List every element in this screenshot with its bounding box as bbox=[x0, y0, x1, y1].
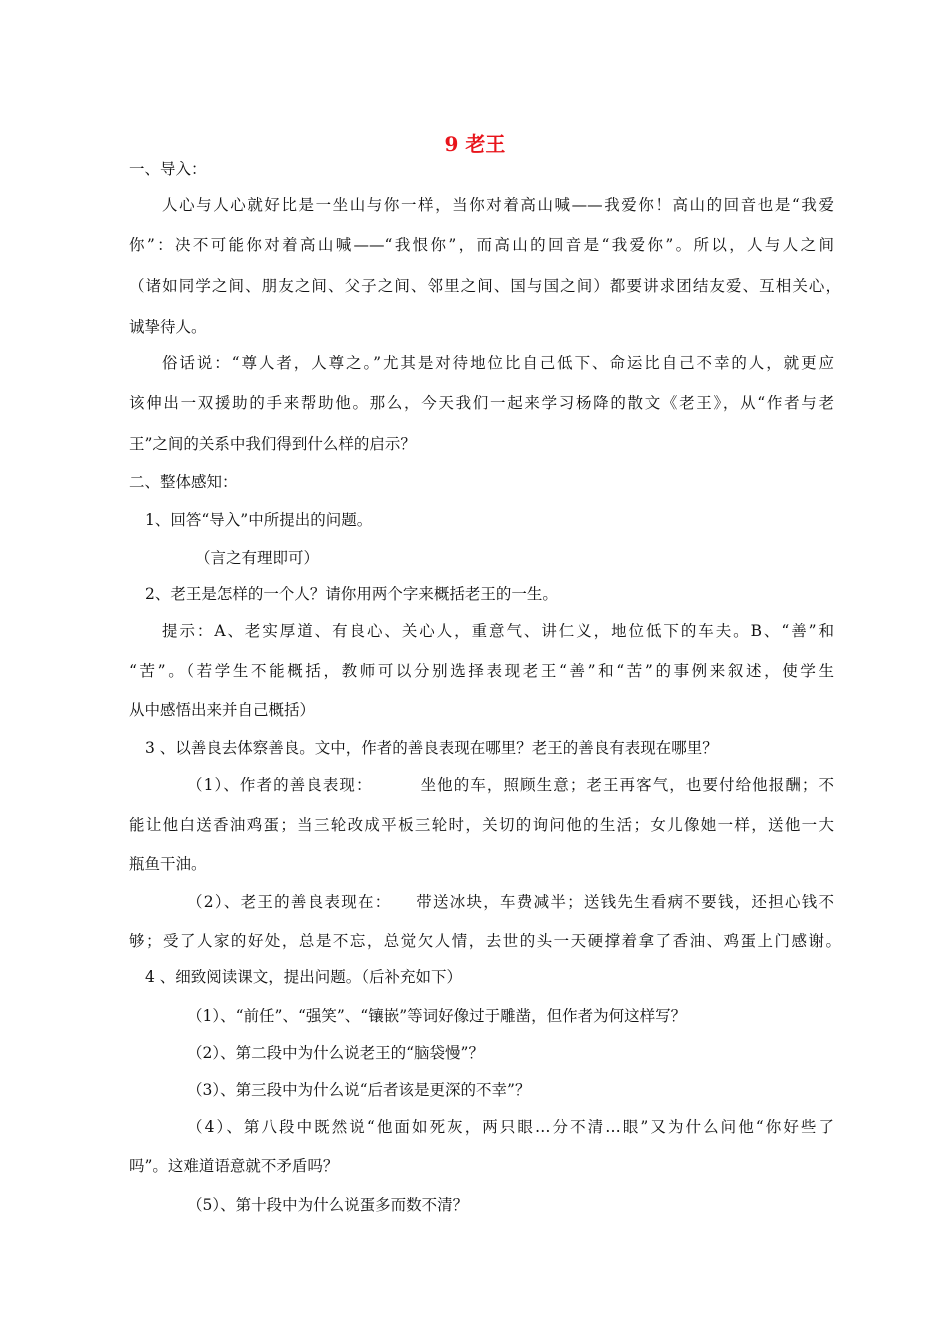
paragraph-line: 从中感悟出来并自己概括） bbox=[129, 701, 316, 719]
sub-question-3: （3）、第三段中为什么说“后者该是更深的不幸”？ bbox=[187, 1081, 531, 1099]
answer-hint: （言之有理即可） bbox=[195, 549, 320, 567]
question-2: 2、老王是怎样的一个人？请你用两个字来概括老王的一生。 bbox=[145, 585, 558, 603]
sub-question-2: （2）、第二段中为什么说老王的“脑袋慢”？ bbox=[187, 1044, 484, 1062]
paragraph-line: 提示：A、老实厚道、有良心、关心人，重意气、讲仁义，地位低下的车夫。B、“善”和 bbox=[162, 622, 834, 640]
paragraph-line: 吗”。这难道语意就不矛盾吗？ bbox=[129, 1157, 339, 1175]
question-3: 3 、以善良去体察善良。文中，作者的善良表现在哪里？老王的善良有表现在哪里？ bbox=[145, 739, 718, 757]
paragraph-line: “苦”。（若学生不能概括，教师可以分别选择表现老王“善”和“苦”的事例来叙述，使学生 bbox=[129, 662, 834, 680]
sub-question-1: （1）、“前任”、“强笑”、“镶嵌”等词好像过于雕凿，但作者为何这样写？ bbox=[187, 1007, 687, 1025]
paragraph-line: 能让他白送香油鸡蛋；当三轮改成平板三轮时，关切的询问他的生活；女儿像她一样，送他一大 bbox=[129, 816, 834, 834]
paragraph-line: 王”之间的关系中我们得到什么样的启示？ bbox=[129, 435, 416, 453]
paragraph-line: 你”：决不可能你对着高山喊——“我恨你”，而高山的回音是“我爱你”。所以，人与人之间 bbox=[129, 236, 834, 254]
paragraph-line: （2）、老王的善良表现在： 带送冰块，车费减半；送钱先生看病不要钱，还担心钱不 bbox=[187, 893, 834, 911]
paragraph-line: 瓶鱼干油。 bbox=[129, 855, 207, 873]
page-title: 9 老王 bbox=[444, 132, 506, 156]
paragraph-line: 诚挚待人。 bbox=[129, 318, 207, 336]
paragraph-line: 俗话说：“尊人者，人尊之。”尤其是对待地位比自己低下、命运比自己不幸的人，就更应 bbox=[162, 354, 834, 372]
section-heading-intro: 一、导入： bbox=[129, 160, 207, 178]
question-1: 1、回答“导入”中所提出的问题。 bbox=[145, 511, 373, 529]
paragraph-line: 该伸出一双援助的手来帮助他。那么，今天我们一起来学习杨降的散文《老王》，从“作者与老 bbox=[129, 394, 834, 412]
paragraph-line: （1）、作者的善良表现： 坐他的车，照顾生意；老王再客气，也要付给他报酬；不 bbox=[187, 776, 834, 794]
question-4: 4 、细致阅读课文，提出问题。（后补充如下） bbox=[145, 968, 463, 986]
paragraph-line: 人心与人心就好比是一坐山与你一样，当你对着高山喊——我爱你！高山的回音也是“我爱 bbox=[162, 196, 834, 214]
section-heading-overview: 二、整体感知： bbox=[129, 473, 238, 491]
sub-question-5: （5）、第十段中为什么说蛋多而数不清？ bbox=[187, 1196, 469, 1214]
sub-question-4: （4）、第八段中既然说“他面如死灰，两只眼…分不清…眼”又为什么问他“你好些了 bbox=[187, 1118, 834, 1136]
paragraph-line: （诸如同学之间、朋友之间、父子之间、邻里之间、国与国之间）都要讲求团结友爱、互相关心， bbox=[129, 277, 841, 295]
paragraph-line: 够；受了人家的好处，总是不忘，总觉欠人情，去世的头一天硬撑着拿了香油、鸡蛋上门感谢。 bbox=[129, 932, 841, 950]
